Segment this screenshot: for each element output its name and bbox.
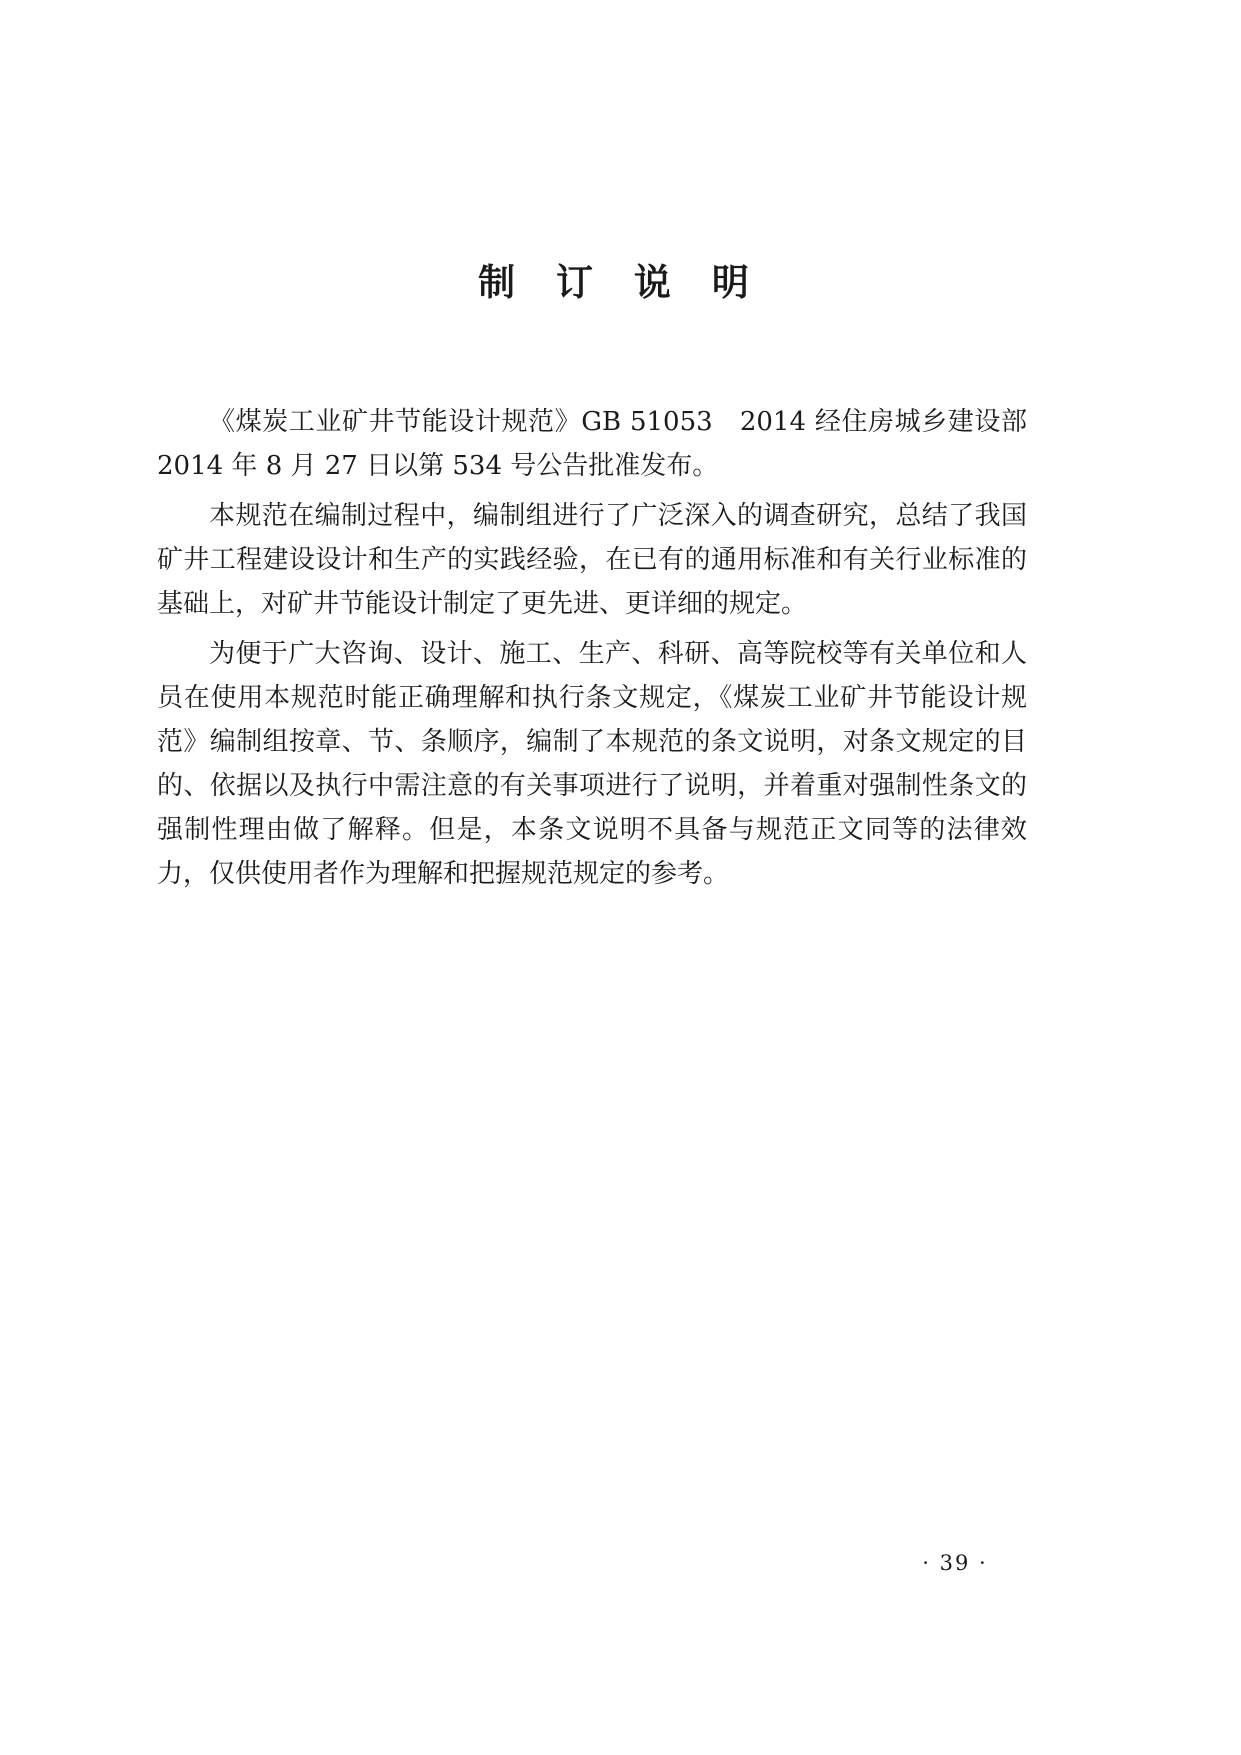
paragraph-compilation: 本规范在编制过程中，编制组进行了广泛深入的调查研究，总结了我国矿井工程建设设计和生产的实践经验，在已有的通用标准和有关行业标准的基础上，对矿井节能设计制定了更先进、更详细的规定。: [157, 501, 1027, 619]
page-number: · 39 ·: [922, 1551, 988, 1575]
paragraph-explanation: 为便于广大咨询、设计、施工、生产、科研、高等院校等有关单位和人员在使用本规范时能正确理解和执行条文规定，《煤炭工业矿井节能设计规范》编制组按章、节、条顺序，编制了本规范的条文说明，对条文规定的目的、依据以及执行中需注意的有关事项进行了说明，并着重对强制性条文的强制性理由做了解释。但是，本条文说明不具备与规范正文同等的法律效力，仅供使用者作为理解和把握规范规定的参考。: [157, 639, 1027, 889]
paragraph-approval: 《煤炭工业矿井节能设计规范》GB 51053 2014 经住房城乡建设部 2014 年 8 月 27 日以第 534 号公告批准发布。: [157, 407, 1027, 481]
body-text: [157, 400, 1027, 902]
page-title: 制 订 说 明: [478, 261, 763, 304]
